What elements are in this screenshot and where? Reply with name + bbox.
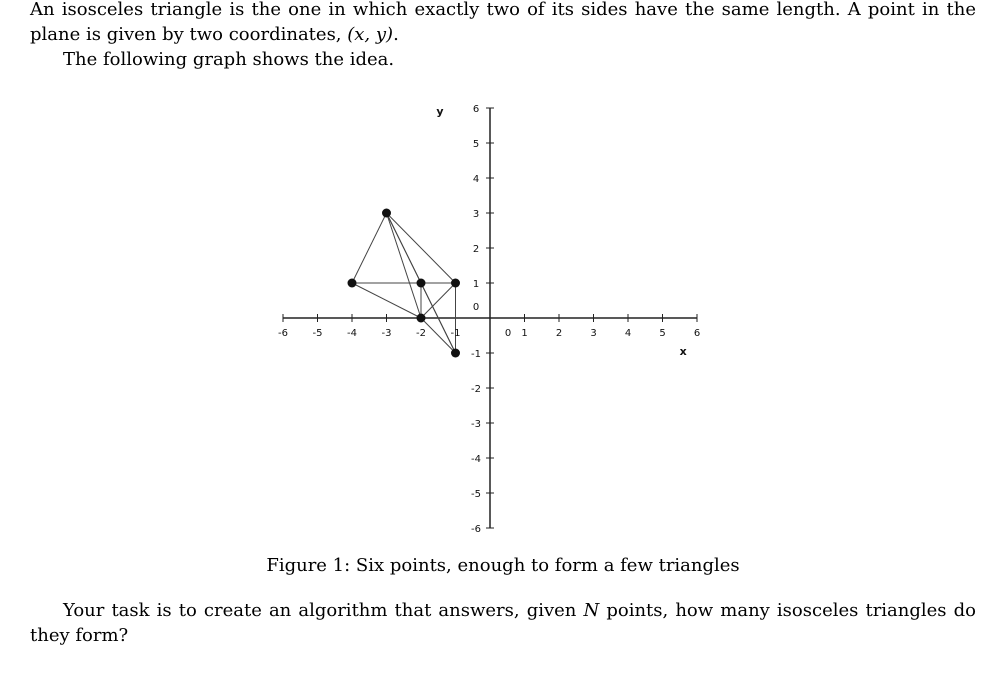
intro-text: An isosceles triangle is the one in which exactly two of its sides have the same length. A point in the plane is given by two coordinates, <box>30 0 976 45</box>
x-tick-label: -5 <box>312 328 323 339</box>
x-tick-label: -1 <box>450 328 461 339</box>
y-tick-label: 4 <box>472 174 480 185</box>
x-tick-label: 1 <box>521 328 528 339</box>
data-point <box>451 279 460 288</box>
y-axis-label: y <box>436 105 444 118</box>
triangle-edges <box>352 213 456 353</box>
y-tick-label: 0 <box>472 302 480 313</box>
task-paragraph <box>30 598 976 648</box>
triangle-edge <box>352 283 421 318</box>
y-tick-label: -6 <box>471 524 481 535</box>
y-tick-label: -2 <box>471 384 481 395</box>
triangle-edge <box>421 283 456 318</box>
data-point <box>417 314 426 323</box>
y-tick-label: -4 <box>471 454 481 465</box>
y-tick-label: 5 <box>472 139 480 150</box>
data-point <box>348 279 357 288</box>
graph-intro-text: The following graph shows the idea. <box>63 49 395 70</box>
x-tick-label: 0 <box>504 328 512 339</box>
x-tick-label: -3 <box>381 328 392 339</box>
tick-labels <box>278 104 700 535</box>
n-variable: N <box>583 600 600 621</box>
y-tick-label: 3 <box>472 209 480 220</box>
triangle-edge <box>352 213 387 283</box>
x-axis-label: x <box>679 345 687 358</box>
x-tick-label: -2 <box>416 328 426 339</box>
x-tick-label: 3 <box>590 328 597 339</box>
y-tick-label: -5 <box>471 489 481 500</box>
data-point <box>417 279 426 288</box>
x-tick-label: 4 <box>624 328 632 339</box>
y-tick-label: 6 <box>472 104 480 115</box>
x-tick-label: -6 <box>278 328 288 339</box>
x-tick-label: 6 <box>693 328 701 339</box>
data-point <box>451 349 460 358</box>
triangle-edge <box>387 213 422 318</box>
x-tick-label: 2 <box>555 328 563 339</box>
y-tick-label: -1 <box>471 349 481 360</box>
coordinate-notation: (x, y) <box>347 24 394 45</box>
y-tick-label: -3 <box>471 419 481 430</box>
task-text-end: points, how many isosceles triangles do they form? <box>30 600 976 646</box>
data-point <box>382 209 391 218</box>
intro-paragraph <box>30 0 976 47</box>
intro-text-end: . <box>393 24 399 45</box>
y-tick-label: 1 <box>472 279 480 290</box>
x-tick-label: 5 <box>659 328 666 339</box>
y-tick-label: 2 <box>472 244 480 255</box>
triangle-edge <box>387 213 456 283</box>
x-tick-label: -4 <box>347 328 357 339</box>
task-text: Your task is to create an algorithm that answers, given <box>63 600 584 621</box>
figure-caption: Figure 1: Six points, enough to form a few triangles <box>266 555 740 576</box>
axes <box>283 108 697 528</box>
graph-intro-paragraph <box>30 47 976 72</box>
coordinate-plot <box>270 95 740 545</box>
